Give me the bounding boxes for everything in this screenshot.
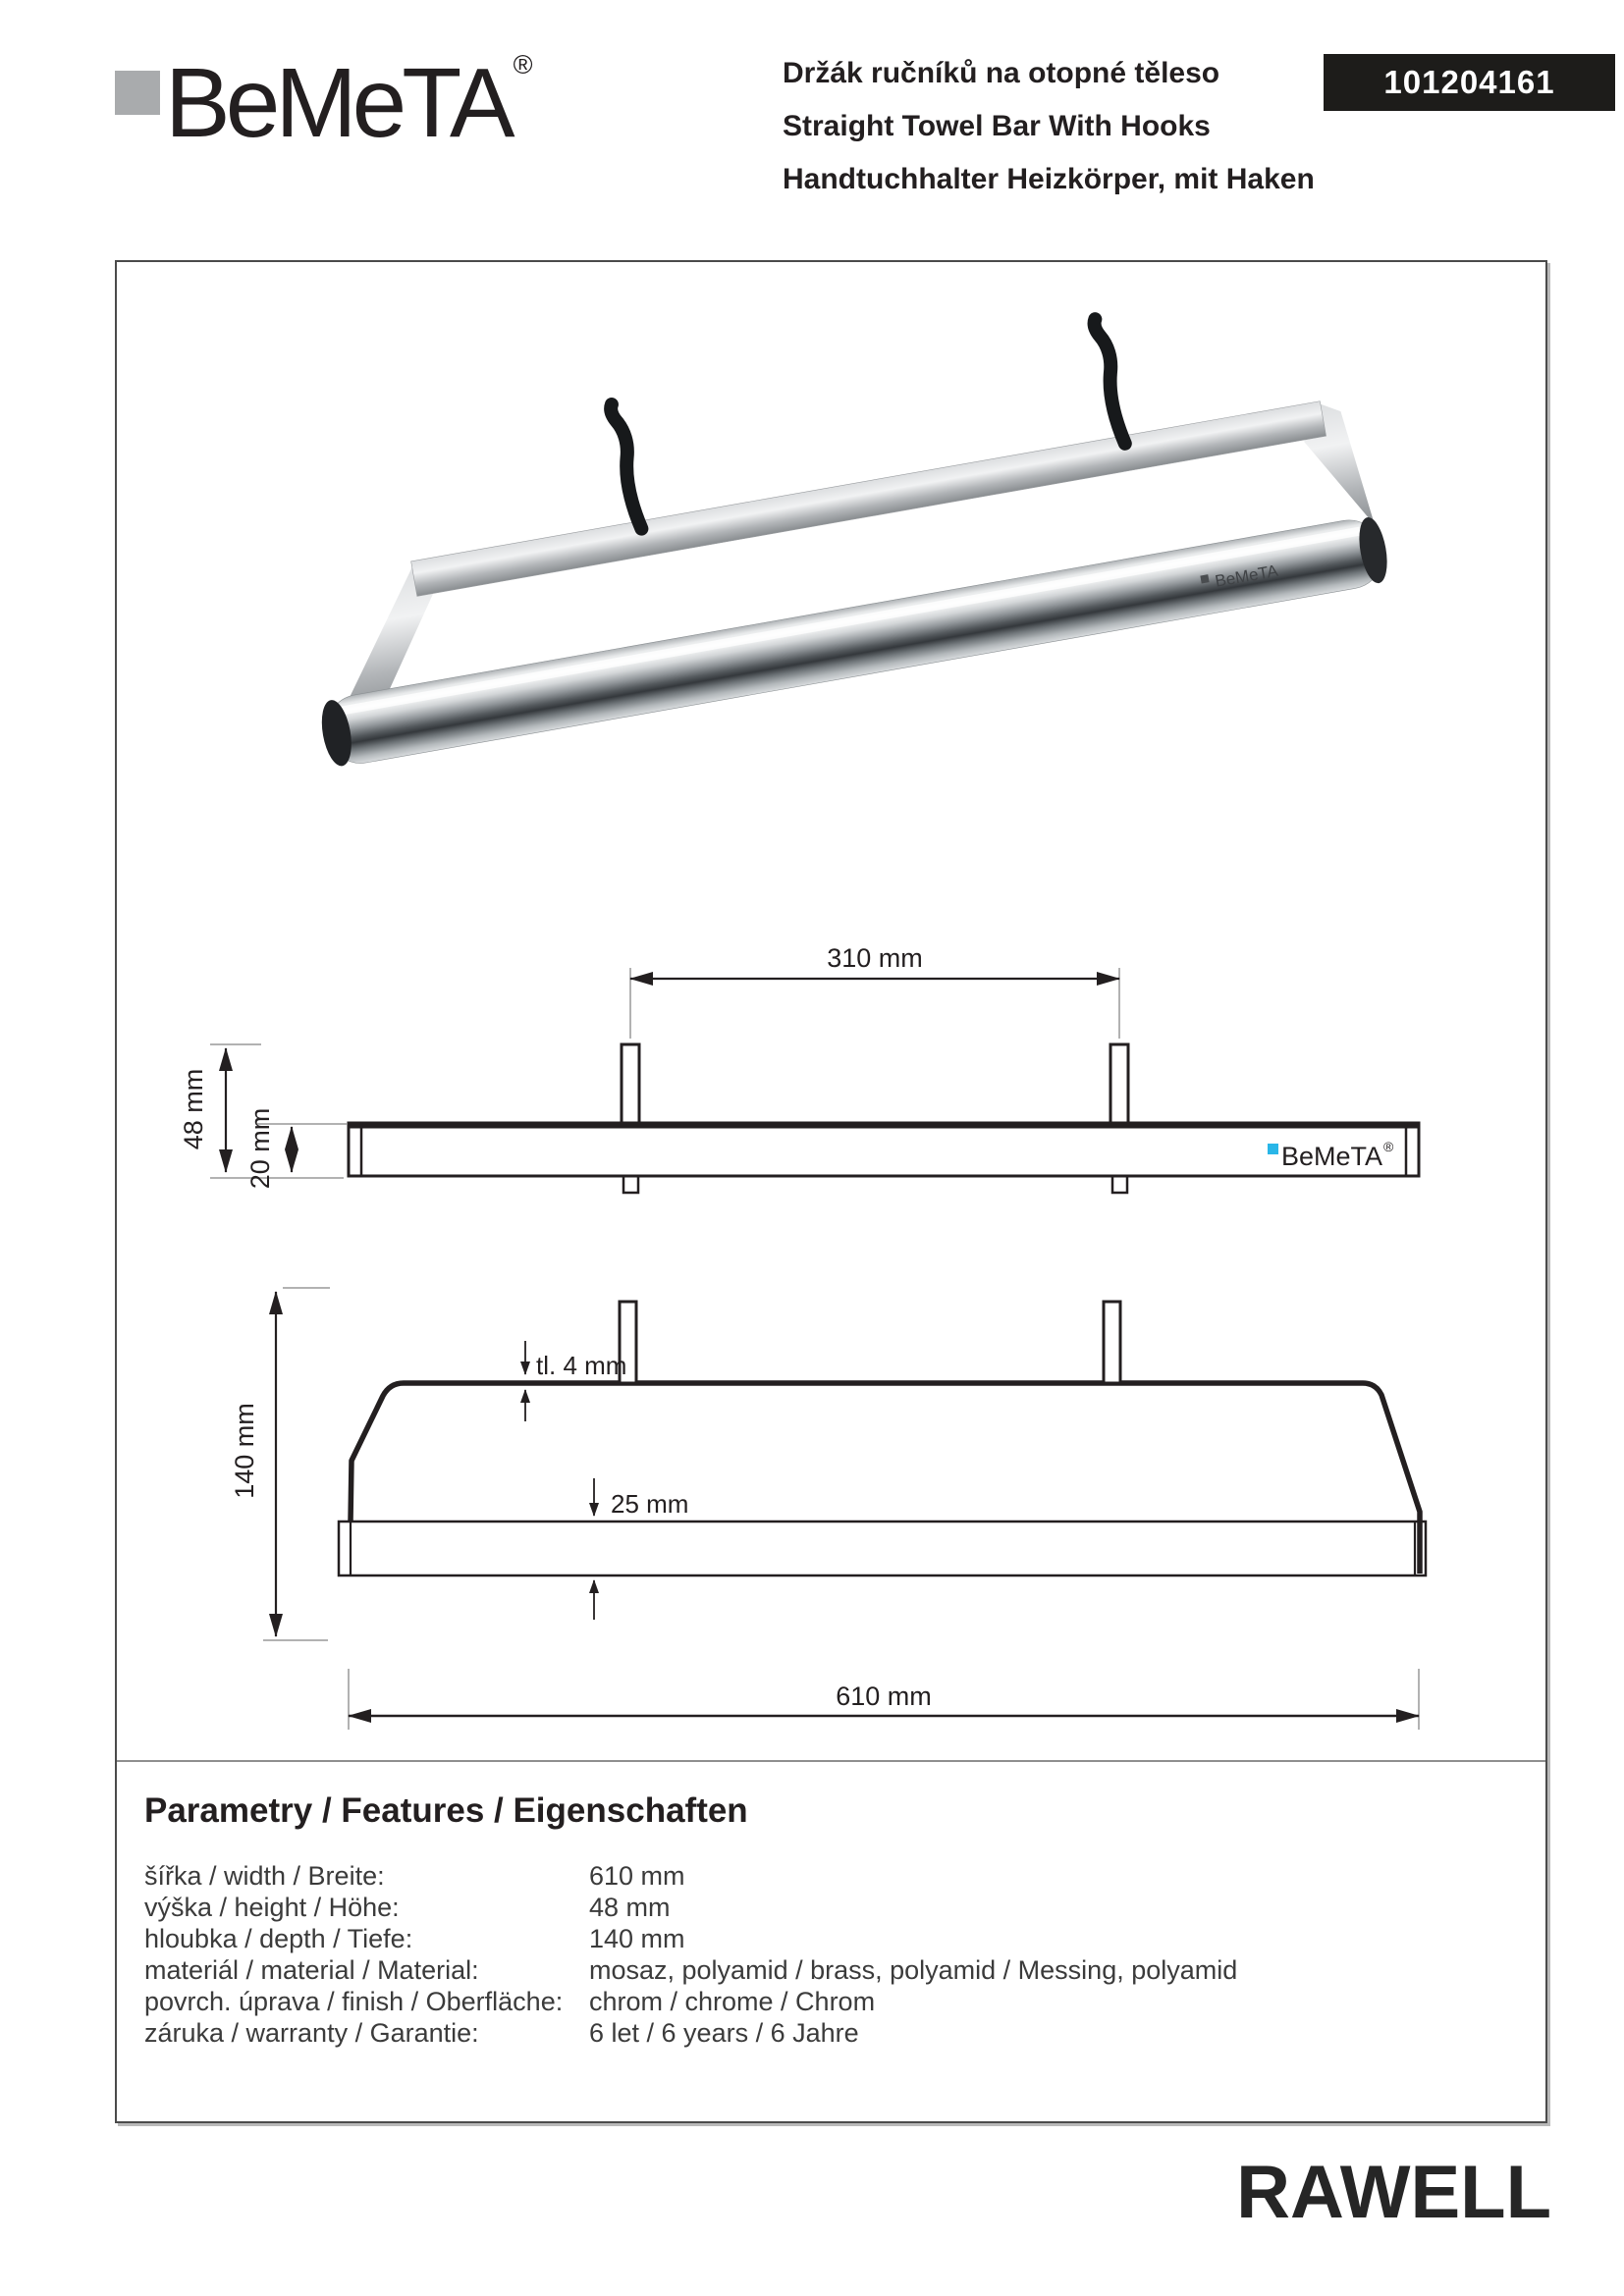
param-row	[144, 1954, 1509, 1986]
section-divider	[117, 1760, 1545, 1762]
product-title-cs: Držák ručníků na otopné těleso	[783, 57, 1220, 89]
dim-label-20: 20 mm	[245, 1107, 275, 1190]
param-label: šířka / width / Breite:	[144, 1861, 385, 1891]
bar-logo-square	[1268, 1144, 1278, 1154]
front-view-drawing	[179, 943, 1419, 1193]
param-value: mosaz, polyamid / brass, polyamid / Messing, polyamid	[589, 1955, 1238, 1985]
front-hook-left	[622, 1044, 639, 1125]
tube-logo-square	[1200, 574, 1209, 583]
profile-view-drawing	[230, 1288, 1426, 1640]
product-code-badge: 101204161	[1324, 54, 1615, 111]
param-value: 610 mm	[589, 1861, 685, 1891]
black-hook	[1094, 318, 1125, 446]
bar-logo-registered: ®	[1383, 1139, 1394, 1154]
product-title-block	[783, 47, 1624, 214]
param-value: chrom / chrome / Chrom	[589, 1987, 876, 2016]
param-label: hloubka / depth / Tiefe:	[144, 1924, 413, 1953]
dim-label-25: 25 mm	[611, 1489, 689, 1519]
bar-logo-text: BeMeTA	[1281, 1142, 1383, 1171]
front-tab-right	[1112, 1176, 1127, 1193]
dim-label-610: 610 mm	[836, 1682, 932, 1711]
front-hook-right	[1110, 1044, 1128, 1125]
parameters-title: Parametry / Features / Eigenschaften	[144, 1791, 748, 1830]
param-row	[144, 2017, 1509, 2049]
param-value: 48 mm	[589, 1893, 671, 1922]
param-label: výška / height / Höhe:	[144, 1893, 400, 1922]
param-row	[144, 1892, 1509, 1923]
product-title-de: Handtuchhalter Heizkörper, mit Haken	[783, 163, 1315, 195]
param-label: povrch. úprava / finish / Oberfläche:	[144, 1987, 564, 2016]
param-value: 140 mm	[589, 1924, 685, 1953]
dim-label-140: 140 mm	[230, 1403, 259, 1499]
param-row	[144, 1986, 1509, 2017]
overall-width-dimension	[349, 1669, 1419, 1730]
dim-label-310: 310 mm	[827, 943, 923, 973]
product-photo	[206, 276, 1463, 806]
param-value: 6 let / 6 years / 6 Jahre	[589, 2018, 859, 2048]
dim-label-thickness: tl. 4 mm	[536, 1351, 627, 1380]
front-bar	[349, 1123, 1419, 1176]
param-row	[144, 1923, 1509, 1954]
param-label: materiál / material / Material:	[144, 1955, 479, 1985]
black-hook	[610, 403, 641, 531]
tube-logo-text: BeMeTA	[1213, 561, 1280, 591]
rawell-brand: RAWELL	[1236, 2151, 1551, 2234]
logo-square-icon	[115, 71, 160, 115]
product-title-en: Straight Towel Bar With Hooks	[783, 110, 1211, 142]
content-frame	[115, 260, 1547, 2123]
profile-bottom-bar	[339, 1522, 1426, 1575]
parameters-section	[144, 1791, 1509, 2049]
technical-drawings	[117, 913, 1549, 1742]
bemeta-logo	[115, 48, 533, 158]
dim-label-48: 48 mm	[179, 1068, 208, 1150]
registered-trademark-icon: ®	[513, 50, 533, 80]
logo-wordmark: BeMeTA	[165, 48, 511, 158]
front-tab-left	[623, 1176, 638, 1193]
profile-hook-right	[1104, 1302, 1120, 1383]
param-label: záruka / warranty / Garantie:	[144, 2018, 479, 2048]
param-row	[144, 1860, 1509, 1892]
